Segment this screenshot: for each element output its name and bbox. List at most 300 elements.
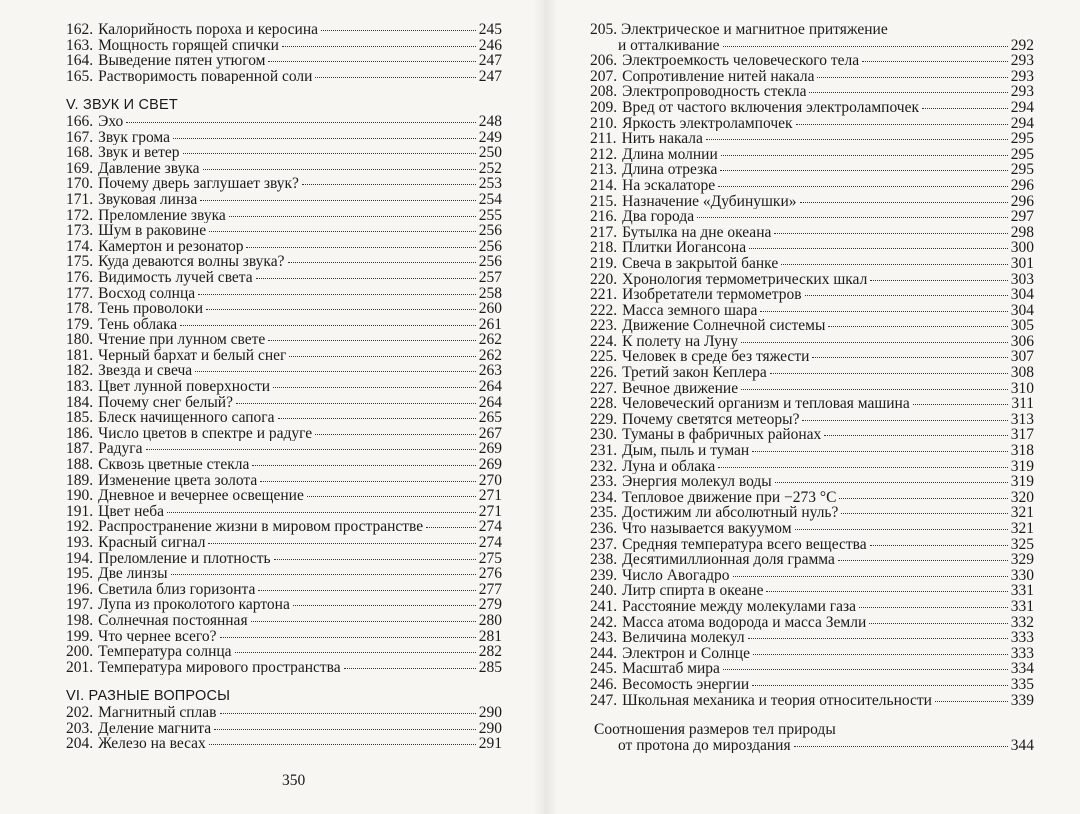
toc-entry-title: Расстояние между молекулами газа <box>622 598 856 615</box>
toc-entry-number: 240. <box>590 582 618 600</box>
toc-entry-page: 304 <box>1010 301 1034 319</box>
toc-entry-number: 242. <box>590 613 618 631</box>
toc-entry-number: 180. <box>66 331 94 349</box>
toc-entry <box>66 69 502 85</box>
toc-entry-title: Сквозь цветные стекла <box>98 457 250 473</box>
toc-entry <box>590 147 1034 163</box>
toc-entry-number: 193. <box>66 534 94 551</box>
leader-dots <box>841 513 1007 514</box>
toc-entry-page: 319 <box>1010 473 1034 491</box>
toc-entry-number: 207. <box>590 67 618 85</box>
toc-entry-number: 166. <box>66 112 94 130</box>
toc-entry-page: 264 <box>478 378 502 396</box>
toc-entry-number: 187. <box>66 440 94 458</box>
toc-entry-page: 256 <box>478 237 502 255</box>
right-page <box>590 22 1034 753</box>
toc-entry <box>66 176 502 192</box>
toc-entry <box>66 551 502 567</box>
toc-entry-number: 236. <box>590 520 618 537</box>
toc-entry-number: 218. <box>590 239 618 257</box>
toc-entry-title: Преломление звука <box>98 207 226 224</box>
toc-entry-title: Давление звука <box>98 160 200 177</box>
toc-entry-number: 173. <box>66 222 94 240</box>
leader-dots <box>760 311 1007 312</box>
toc-entry-title: Тень облака <box>98 316 178 333</box>
toc-entry-page: 260 <box>478 300 502 318</box>
toc-entry-number: 226. <box>590 364 618 382</box>
leader-dots <box>288 262 476 263</box>
leader-dots <box>733 576 1008 577</box>
toc-entry <box>66 301 502 317</box>
toc-group-206-247 <box>590 53 1034 708</box>
toc-entry-page: 318 <box>1010 442 1034 460</box>
toc-entry-number: 189. <box>66 471 94 489</box>
leader-dots <box>706 139 1008 140</box>
toc-entry-number: 237. <box>590 535 618 553</box>
toc-entry-title: Масса атома водорода и масса Земли <box>622 614 867 631</box>
page-number: 350 <box>282 772 306 789</box>
leader-dots <box>268 61 475 62</box>
leader-dots <box>251 621 476 622</box>
toc-entry-205-second-line <box>590 38 1034 54</box>
toc-entry-page: 330 <box>1010 566 1034 584</box>
toc-entry-title: Цвет лунной поверхности <box>98 379 271 395</box>
leader-dots <box>321 30 476 31</box>
toc-entry-title: Дневное и вечернее освещение <box>98 488 304 504</box>
toc-entry-number: 186. <box>66 424 94 442</box>
toc-entry <box>66 597 502 613</box>
toc-entry-page: 249 <box>478 128 502 146</box>
toc-entry-title: Величина молекул <box>622 630 745 646</box>
toc-entry <box>66 426 502 442</box>
toc-entry-page: 335 <box>1010 675 1034 693</box>
toc-entry <box>66 286 502 302</box>
toc-entry-title: Движение Солнечной системы <box>622 318 826 334</box>
toc-entry-title: Энергия молекул воды <box>622 474 772 490</box>
toc-entry-number: 211. <box>590 130 617 148</box>
toc-entry-title: Нить накала <box>621 131 703 147</box>
toc-entry-title: Электрическое и магнитное притяжение <box>621 21 888 38</box>
toc-entry-page: 282 <box>478 643 502 661</box>
toc-entry <box>590 53 1034 69</box>
leader-dots <box>817 77 1007 78</box>
toc-entry <box>66 161 502 177</box>
toc-entry <box>66 145 502 161</box>
toc-entry-title: Сопротивление нитей накала <box>622 68 815 85</box>
leader-dots <box>252 465 475 466</box>
toc-entry-number: 172. <box>66 206 94 224</box>
toc-entry-title-cont: и отталкивание <box>618 37 720 54</box>
toc-entry-page: 262 <box>478 331 502 349</box>
toc-entry-page: 247 <box>478 67 502 85</box>
toc-entry-title: Дым, пыль и туман <box>622 443 750 459</box>
toc-entry-title: Лупа из проколотого картона <box>98 597 290 613</box>
toc-entry-page: 296 <box>1010 192 1034 210</box>
toc-entry <box>66 457 502 473</box>
toc-entry-title: Литр спирта в океане <box>622 583 764 599</box>
toc-entry-title: Вечное движение <box>622 380 739 397</box>
toc-entry-title: Человек в среде без тяжести <box>622 349 810 366</box>
toc-entry-title: Цвет неба <box>98 503 165 520</box>
toc-entry-number: 192. <box>66 518 94 536</box>
toc-entry-page: 256 <box>478 253 502 271</box>
leader-dots <box>752 685 1008 686</box>
toc-entry-title: Длина отрезка <box>622 162 718 178</box>
toc-entry-page: 258 <box>478 284 502 302</box>
toc-entry <box>66 629 502 645</box>
toc-entry-title: Два города <box>622 209 695 225</box>
toc-entry <box>590 646 1034 662</box>
toc-entry-number: 183. <box>66 378 94 396</box>
leader-dots <box>146 449 476 450</box>
toc-entry-title: Светила близ горизонта <box>98 581 256 598</box>
leader-dots <box>220 713 476 714</box>
toc-entry <box>66 535 502 551</box>
toc-entry-page: 331 <box>1010 597 1034 615</box>
toc-entry-title: Эхо <box>98 113 124 130</box>
toc-entry-number: 228. <box>590 395 618 413</box>
toc-entry-title: Красный сигнал <box>98 535 206 551</box>
toc-entry <box>590 131 1034 147</box>
toc-entry-number: 231. <box>590 442 618 460</box>
toc-entry <box>66 736 502 752</box>
toc-entry <box>590 661 1034 677</box>
toc-entry-number: 162. <box>66 21 94 38</box>
toc-entry-number: 232. <box>590 457 618 475</box>
toc-entry <box>590 630 1034 646</box>
leader-dots <box>426 527 476 528</box>
toc-entry <box>590 490 1034 506</box>
appendix-title-line2: от протона до мироздания <box>618 737 791 754</box>
toc-entry-number: 201. <box>66 658 94 676</box>
toc-entry-page: 332 <box>1010 613 1034 631</box>
toc-entry <box>66 22 502 38</box>
leader-dots <box>183 153 476 154</box>
toc-entry-page: 334 <box>1010 660 1034 678</box>
toc-entry-title: Человеческий организм и тепловая машина <box>622 396 910 412</box>
toc-entry-page: 257 <box>478 268 502 286</box>
toc-entry <box>590 194 1034 210</box>
leader-dots <box>795 529 1008 530</box>
toc-entry <box>590 240 1034 256</box>
leader-dots <box>268 340 475 341</box>
leader-dots <box>749 248 1008 249</box>
toc-entry-title: Весомость энергии <box>622 676 750 693</box>
toc-entry-page: 263 <box>478 362 502 380</box>
toc-entry-number: 214. <box>590 176 618 194</box>
toc-entry-page: 271 <box>478 502 502 520</box>
toc-entry <box>66 410 502 426</box>
toc-entry-title: На эскалаторе <box>622 177 716 194</box>
toc-entry-page: 280 <box>478 611 502 629</box>
toc-entry-title: Камертон и резонатор <box>98 238 244 255</box>
toc-entry-number: 227. <box>590 379 618 397</box>
toc-entry-number: 198. <box>66 611 94 629</box>
toc-entry-number: 178. <box>66 300 94 318</box>
leader-dots <box>723 46 1008 47</box>
toc-entry <box>66 473 502 489</box>
leader-dots <box>718 186 1008 187</box>
toc-group-202-204 <box>66 705 502 752</box>
toc-entry-title: Звук грома <box>98 129 170 146</box>
toc-entry-title: Масса земного шара <box>622 302 758 319</box>
leader-dots <box>859 607 1008 608</box>
toc-entry <box>66 519 502 535</box>
toc-entry-page: 256 <box>478 222 502 240</box>
left-page <box>66 22 502 752</box>
toc-entry-page: 291 <box>478 735 502 753</box>
toc-entry-page: 329 <box>1010 551 1034 569</box>
leader-dots <box>220 637 476 638</box>
toc-entry-number: 212. <box>590 145 618 163</box>
toc-entry-page: 250 <box>478 144 502 162</box>
toc-entry-number: 219. <box>590 254 618 272</box>
toc-entry-page: 247 <box>478 52 502 70</box>
toc-entry-number: 196. <box>66 580 94 598</box>
leader-dots <box>208 543 475 544</box>
toc-entry-title: Чтение при лунном свете <box>98 332 266 348</box>
toc-entry <box>590 334 1034 350</box>
section-heading-vi: VI. РАЗНЫЕ ВОПРОСЫ <box>66 688 231 705</box>
toc-entry-title: Выведение пятен утюгом <box>98 53 266 69</box>
toc-entry-page: 290 <box>478 703 502 721</box>
toc-entry-page: 294 <box>1010 114 1034 132</box>
toc-entry <box>66 223 502 239</box>
toc-entry-page: 321 <box>1010 504 1034 522</box>
toc-entry-title: Магнитный сплав <box>98 704 217 721</box>
toc-entry <box>590 318 1034 334</box>
toc-entry-number: 170. <box>66 175 94 193</box>
toc-entry-page: 295 <box>1010 161 1034 179</box>
leader-dots <box>913 404 1009 405</box>
toc-entry-number: 209. <box>590 98 618 116</box>
toc-entry-title: Электроемкость человеческого тела <box>622 53 860 69</box>
toc-entry-title: Бутылка на дне океана <box>622 224 772 241</box>
toc-entry-page: 331 <box>1010 582 1034 600</box>
leader-dots <box>774 233 1007 234</box>
toc-entry-title: Температура солнца <box>98 644 232 660</box>
toc-entry-title: Достижим ли абсолютный нуль? <box>622 505 839 521</box>
toc-entry-page: 248 <box>478 112 502 130</box>
toc-entry-page: 297 <box>1010 208 1034 226</box>
toc-entry <box>590 100 1034 116</box>
toc-entry-number: 215. <box>590 192 618 210</box>
toc-entry <box>66 38 502 54</box>
toc-entry-number: 217. <box>590 223 618 241</box>
toc-entry-number: 208. <box>590 83 618 101</box>
toc-entry-title: Звезда и свеча <box>98 363 193 380</box>
toc-entry-title: Средняя температура всего вещества <box>622 536 867 553</box>
leader-dots <box>282 46 476 47</box>
leader-dots <box>200 200 476 201</box>
toc-entry-page: 269 <box>478 456 502 474</box>
toc-entry-number: 202. <box>66 703 94 721</box>
toc-entry-title: Что называется вакуумом <box>622 521 792 537</box>
toc-entry-number: 188. <box>66 456 94 474</box>
toc-entry-title: Число Авогадро <box>622 567 730 584</box>
toc-entry-title: Электрон и Солнце <box>622 645 750 662</box>
toc-entry <box>590 521 1034 537</box>
leader-dots <box>697 217 1008 218</box>
toc-entry-number: 223. <box>590 317 618 335</box>
toc-entry-page: 261 <box>478 315 502 333</box>
toc-entry <box>590 162 1034 178</box>
toc-entry-page: 275 <box>478 549 502 567</box>
toc-entry-number: 244. <box>590 644 618 662</box>
toc-entry <box>590 84 1034 100</box>
toc-entry-number: 200. <box>66 643 94 661</box>
toc-entry-page: 253 <box>478 175 502 193</box>
toc-entry <box>590 427 1034 443</box>
appendix-page: 344 <box>1010 736 1034 754</box>
toc-entry-number: 190. <box>66 487 94 505</box>
leader-dots <box>198 294 476 295</box>
leader-dots <box>809 92 1007 93</box>
toc-entry <box>66 332 502 348</box>
leader-dots <box>752 451 1008 452</box>
toc-entry-title: Солнечная постоянная <box>98 612 248 629</box>
toc-entry-page: 279 <box>478 596 502 614</box>
toc-entry-title: Плитки Иогансона <box>622 240 747 256</box>
toc-entry-page: 320 <box>1010 488 1034 506</box>
toc-entry <box>590 677 1034 693</box>
toc-entry-title: Почему дверь заглушает звук? <box>98 176 299 192</box>
toc-entry-page: 305 <box>1010 317 1034 335</box>
toc-entry-title: Свеча в закрытой банке <box>622 255 779 272</box>
toc-entry-page: 270 <box>478 471 502 489</box>
toc-entry <box>590 396 1034 412</box>
appendix-title-line1: Соотношения размеров тел природы <box>594 721 836 739</box>
leader-dots <box>781 264 1008 265</box>
toc-entry-number: 203. <box>66 719 94 737</box>
leader-dots <box>315 77 475 78</box>
toc-entry-number: 204. <box>66 735 94 753</box>
leader-dots <box>824 435 1007 436</box>
leader-dots <box>753 654 1008 655</box>
toc-entry-page: 304 <box>1010 286 1034 304</box>
toc-entry-title: Черный бархат и белый снег <box>98 347 287 364</box>
toc-entry-number: 197. <box>66 596 94 614</box>
leader-dots <box>800 202 1008 203</box>
toc-entry-number: 179. <box>66 315 94 333</box>
toc-entry <box>66 254 502 270</box>
toc-entry-page: 252 <box>478 159 502 177</box>
leader-dots <box>869 623 1008 624</box>
toc-entry-number: 168. <box>66 144 94 162</box>
toc-entry-title: Мощность горящей спички <box>98 37 279 54</box>
leader-dots <box>741 342 1008 343</box>
toc-entry <box>66 613 502 629</box>
toc-entry-title: Деление магнита <box>98 720 212 737</box>
toc-entry-page: 255 <box>478 206 502 224</box>
leader-dots <box>838 560 1008 561</box>
toc-entry-page: 311 <box>1011 395 1034 413</box>
toc-entry-number: 239. <box>590 566 618 584</box>
toc-entry-title: Звук и ветер <box>98 145 180 161</box>
leader-dots <box>315 434 476 435</box>
toc-entry-page: 267 <box>478 424 502 442</box>
leader-dots <box>828 326 1007 327</box>
toc-entry-number: 216. <box>590 208 618 226</box>
toc-entry <box>590 225 1034 241</box>
toc-entry <box>590 443 1034 459</box>
leader-dots <box>839 498 1007 499</box>
toc-entry-title: Температура мирового пространства <box>98 659 341 676</box>
leader-dots <box>794 746 1008 747</box>
toc-entry-page: 296 <box>1010 176 1034 194</box>
leader-dots <box>307 496 476 497</box>
toc-entry <box>66 348 502 364</box>
leader-dots <box>180 325 476 326</box>
toc-entry-number: 177. <box>66 284 94 302</box>
toc-entry <box>66 114 502 130</box>
toc-entry-number: 175. <box>66 253 94 271</box>
toc-entry-title: Тепловое движение при −273 °С <box>622 489 837 506</box>
toc-entry-number: 235. <box>590 504 618 522</box>
toc-entry-number: 229. <box>590 410 618 428</box>
toc-entry <box>66 441 502 457</box>
toc-entry <box>590 552 1034 568</box>
toc-entry-number: 221. <box>590 286 618 304</box>
leader-dots <box>720 170 1007 171</box>
appendix-entry <box>590 722 1034 753</box>
toc-entry-title: Железо на весах <box>98 736 206 752</box>
toc-entry-number: 182. <box>66 362 94 380</box>
toc-entry-page: 293 <box>1010 52 1034 70</box>
toc-entry-number: 238. <box>590 551 618 569</box>
leader-dots <box>862 61 1008 62</box>
toc-entry-title: Шум в раковине <box>98 223 207 239</box>
toc-entry-page: 303 <box>1010 270 1034 288</box>
leader-dots <box>260 481 476 482</box>
toc-entry-number: 184. <box>66 393 94 411</box>
toc-entry <box>590 693 1034 709</box>
leader-dots <box>870 280 1007 281</box>
toc-entry-page: 321 <box>1010 520 1034 537</box>
appendix-title-line2-row <box>590 738 1034 754</box>
toc-entry-number: 169. <box>66 159 94 177</box>
leader-dots <box>246 247 475 248</box>
toc-entry-page: 292 <box>1010 36 1034 54</box>
toc-entry-title: Тень проволоки <box>98 301 203 317</box>
toc-entry-number: 199. <box>66 627 94 645</box>
toc-entry <box>66 379 502 395</box>
toc-entry-number: 167. <box>66 128 94 146</box>
toc-entry-page: 310 <box>1010 379 1034 397</box>
toc-entry-page: 301 <box>1010 254 1034 272</box>
toc-entry <box>590 209 1034 225</box>
leader-dots <box>229 216 476 217</box>
toc-entry-title: Распространение жизни в мировом пространстве <box>98 519 424 535</box>
toc-entry-number: 241. <box>590 597 618 615</box>
toc-entry-number: 234. <box>590 488 618 506</box>
toc-entry-number: 163. <box>66 36 94 54</box>
toc-entry <box>66 239 502 255</box>
leader-dots <box>293 605 476 606</box>
toc-entry-title: Хронология термометрических шкал <box>622 271 868 288</box>
toc-entry-page: 319 <box>1010 457 1034 475</box>
toc-entry <box>66 705 502 721</box>
toc-entry <box>590 459 1034 475</box>
toc-entry-page: 298 <box>1010 223 1034 241</box>
leader-dots <box>748 638 1008 639</box>
toc-entry <box>66 317 502 333</box>
toc-entry-title: Третий закон Кеплера <box>622 365 767 381</box>
toc-entry-number: 185. <box>66 409 94 427</box>
leader-dots <box>206 309 476 310</box>
toc-entry-title: Восход солнца <box>98 285 196 302</box>
toc-entry-page: 295 <box>1010 145 1034 163</box>
